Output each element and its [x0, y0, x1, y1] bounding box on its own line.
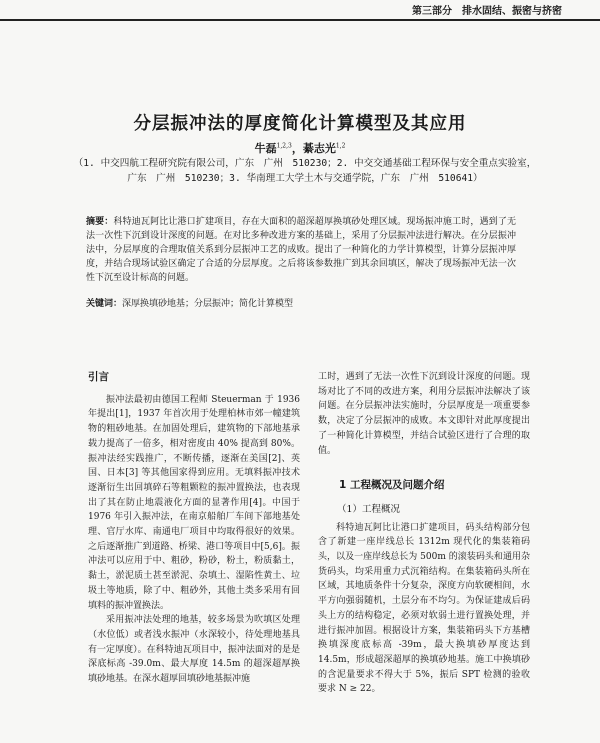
header-rule [0, 19, 600, 21]
keywords [86, 297, 516, 311]
abstract [86, 215, 516, 285]
intro-continuation: 工时，遇到了无法一次性下沉到设计深度的问题。现场对比了不同的改进方案，利用分层振冲法解决了该问题。在分层振冲法实施时，分层厚度是一项重要参数，决定了分层振冲的成败。本文即针对此厚度提出了一种简化计算模型，并结合试验区进行了合理的取值。 [318, 372, 530, 456]
intro-paragraph: 振冲法最初由德国工程师 Steuerman 于 1936 年提出[1]，1937 年首次用于处理柏林市郊一幢建筑物的粗砂地基。在加固处理后，建筑物的下部地基承载力提高了一倍多，相对密度由 40% 提高到 80%。振冲法经实践推广，不断传播，逐渐在美国[2]、英国、日本[3] 等其他国家得到应用。无填料振冲技术逐渐衍生出回填碎石等粗颗粒的振冲置换法，也表现出了其在防止地震液化方面的显著作用[4]。中国于 1976 年引入振冲法，在南京船舶厂车间下部地基处理、官厅水库、南通电厂项目中均取得很好的效果。之后逐渐推广到道路、桥梁、港口等项目中[5,6]。振冲法可以应用于中、粗砂，粉砂，粉土，粉质黏土，黏土，淤泥质土甚至淤泥、杂填土、湿陷性黄土、垃圾土等地质，除了中、粗砂外，其他土类多采用有回填料的振冲置换法。 [88, 394, 300, 611]
section-heading: 1 工程概况及问题介绍 [339, 479, 445, 492]
author-affil-mark: 1,2 [335, 142, 346, 150]
abstract-label: 摘要： [86, 217, 114, 227]
author-name: 牛磊 [254, 142, 277, 155]
paper-title: 分层振冲法的厚度简化计算模型及其应用 [133, 114, 467, 134]
left-column [88, 370, 300, 687]
affiliations: （1. 中交四航工程研究院有限公司，广东 广州 510230；2. 中交交通基础工程环保与安全重点实验室，广东 广州 510230；3. 华南理工大学土木与交通学院，广东 广州 510641） [73, 158, 537, 184]
right-column [318, 370, 530, 697]
running-head: 第三部分 排水固结、振密与挤密 [412, 6, 562, 17]
intro-paragraph: 采用振冲法处理的地基，较多场景为吹填区处理（水位低）或者浅水振冲（水深较小，待处理地基具有一定厚度）。在科特迪瓦项目中，振冲法面对的是是深底标高 -39.0m、最大厚度 14.5m 的超深超厚换填砂地基。在深水超厚回填砂地基振冲施 [88, 615, 300, 685]
author-name: 綦志光 [302, 142, 336, 155]
subsection-heading: （1）工程概况 [337, 503, 401, 515]
keywords-label: 关键词： [86, 299, 123, 309]
author-separator: ， [291, 142, 303, 155]
intro-heading: 引言 [88, 371, 109, 383]
keywords-text: 深厚换填砂地基；分层振冲；简化计算模型 [122, 299, 294, 309]
author-line [0, 140, 600, 156]
abstract-text: 科特迪瓦阿比让港口扩建项目，存在大面积的超深超厚换填砂处理区域。现场振冲施工时，遇到了无法一次性下沉到设计深度的问题。在对比多种改进方案的基础上，采用了分层振冲法进行解决。在分层振冲法中，分层厚度的合理取值关系到分层振冲工艺的成败。提出了一种简化的力学计算模型，计算分层振冲厚度，并结合现场试验区确定了合适的分层厚度。之后将该参数推广到其余回填区，解决了现场振冲无法一次性下沉至设计标高的问题。 [86, 217, 516, 283]
project-overview-paragraph: 科特迪瓦阿比让港口扩建项目，码头结构部分包含了新建一座岸线总长 1312m 现代化的集装箱码头，以及一座岸线总长为 500m 的滚装码头和通用杂货码头，均采用重力式沉箱结构。在集装箱码头所在区域，其地质条件十分复杂，深度方向软硬相间，水平方向强弱随机，土层分布不均匀。为保证建成后码头上方的结构稳定，必须对软弱土进行置换处理，并进行振冲加固。根据设计方案，集装箱码头下方基槽换填深度底标高 -39m，最大换填砂厚度达到 14.5m，形成超深超厚的换填砂地基。施工中换填砂的含泥量要求不得大于 5%，振后 SPT 检测的验收要求 N ≥ 22。 [318, 522, 530, 695]
author-affil-mark: 1,2,3 [276, 142, 292, 150]
